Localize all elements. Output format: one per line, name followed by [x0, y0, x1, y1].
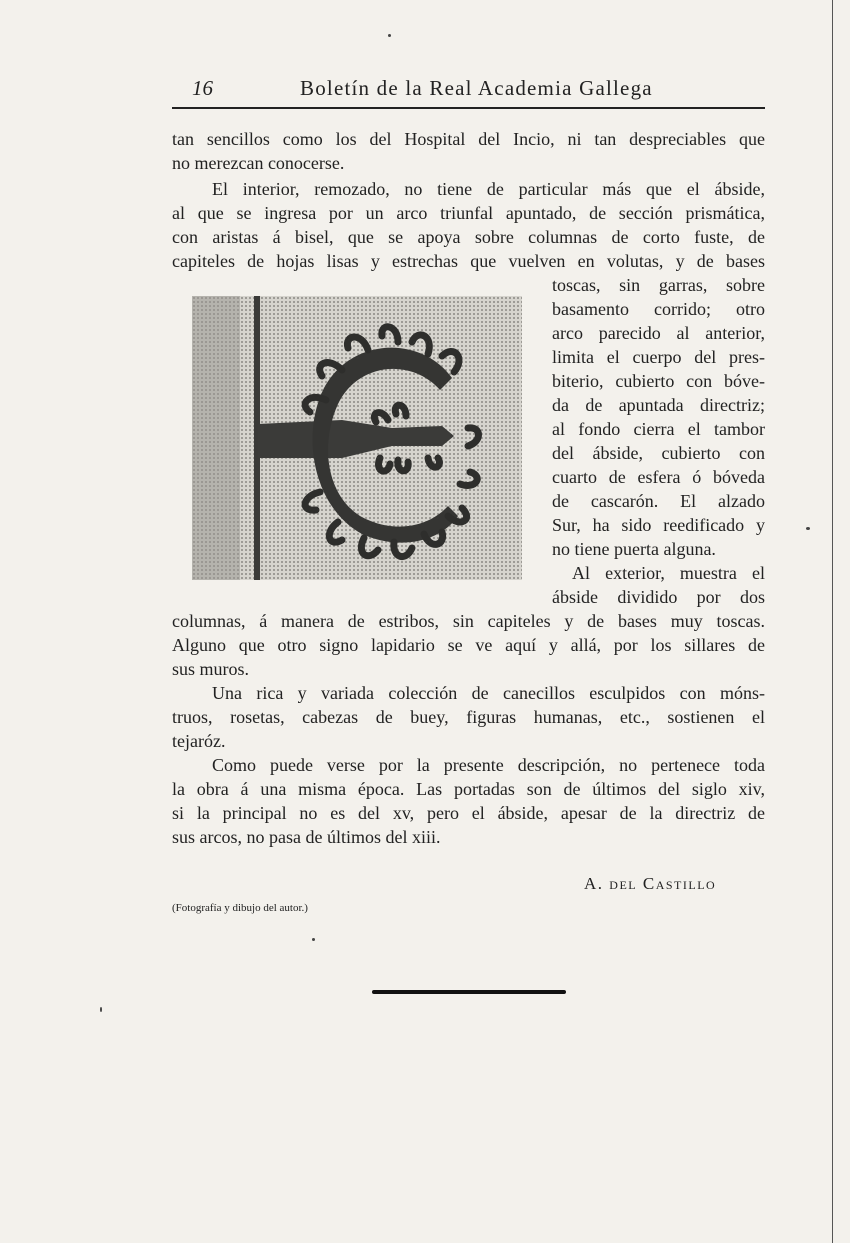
speck [806, 527, 810, 530]
speck [388, 34, 391, 37]
text-line: con aristas á bisel, que se apoya sobre columnas de corto fuste, de [172, 227, 765, 247]
text-line: Al exterior, muestra el [572, 563, 765, 583]
speck [100, 1007, 102, 1012]
header-rule [172, 107, 765, 109]
text-line: cuarto de esfera ó bóveda [552, 467, 765, 487]
running-header [192, 76, 760, 106]
text-line: del ábside, cubierto con [552, 443, 765, 463]
text-line: da de apuntada directriz; [552, 395, 765, 415]
page-number: 16 [192, 76, 213, 100]
text-line: biterio, cubierto con bóve- [552, 371, 765, 391]
text-line: al fondo cierra el tambor [552, 419, 765, 439]
ironwork-photo [192, 296, 522, 580]
text-line: al que se ingresa por un arco triunfal apuntado, de sección prismática, [172, 203, 765, 223]
text-line: El interior, remozado, no tiene de particular más que el ábside, [212, 179, 765, 199]
text-line: de cascarón. El alzado [552, 491, 765, 511]
text-line: toscas, sin garras, sobre [552, 275, 765, 295]
text-line: Sur, ha sido reedificado y [552, 515, 765, 535]
text-line: basamento corrido; otro [552, 299, 765, 319]
text-line: la obra á una misma época. Las portadas son de últimos del siglo xiv, [172, 779, 765, 799]
image-credit: (Fotografía y dibujo del autor.) [172, 902, 308, 914]
text-line: tan sencillos como los del Hospital del Incio, ni tan despreciables que [172, 129, 765, 149]
text-line: si la principal no es del xv, pero el ábside, apesar de la directriz de [172, 803, 765, 823]
text-line: capiteles de hojas lisas y estrechas que vuelven en volutas, y de bases [172, 251, 765, 271]
author-signature: A. del Castillo [584, 874, 717, 893]
text-line: limita el cuerpo del pres- [552, 347, 765, 367]
text-line: Alguno que otro signo lapidario se ve aquí y allá, por los sillares de [172, 635, 765, 655]
text-line: no tiene puerta alguna. [552, 539, 716, 559]
text-line: Una rica y variada colección de canecillos esculpidos con móns- [212, 683, 765, 703]
ornamental-iron-hinge-icon [192, 296, 522, 580]
page-edge [832, 0, 833, 1243]
text-line: Como puede verse por la presente descripción, no pertenece toda [212, 755, 765, 775]
journal-title: Boletín de la Real Academia Gallega [300, 76, 653, 100]
text-line: ábside dividido por dos [552, 587, 765, 607]
text-line: sus muros. [172, 659, 250, 679]
text-line: sus arcos, no pasa de últimos del xiii. [172, 827, 441, 847]
text-line: truos, rosetas, cabezas de buey, figuras humanas, etc., sostienen el [172, 707, 765, 727]
text-line: tejaróz. [172, 731, 226, 751]
text-line: no merezcan conocerse. [172, 153, 345, 173]
text-line: columnas, á manera de estribos, sin capiteles y de bases muy toscas. [172, 611, 765, 631]
speck [312, 938, 315, 941]
end-rule [372, 990, 566, 994]
text-line: arco parecido al anterior, [552, 323, 765, 343]
